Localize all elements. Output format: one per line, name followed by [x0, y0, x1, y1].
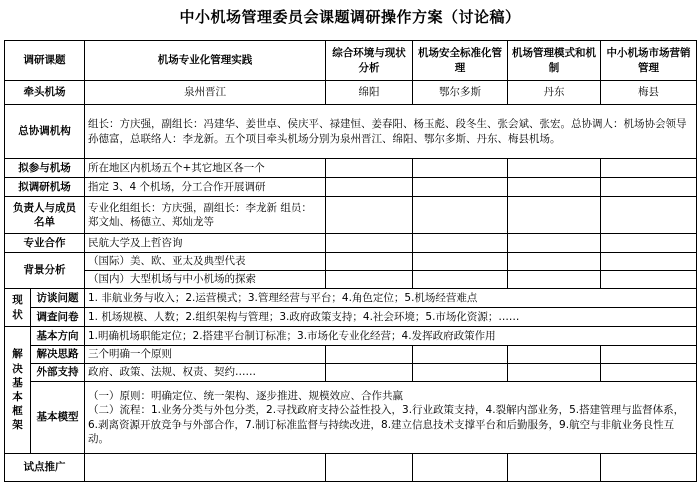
- planned-label: 拟调研机场: [5, 178, 85, 197]
- framework-group-text: 解决基本框架: [12, 348, 23, 432]
- planned-empty-2: [413, 178, 508, 197]
- lead-airport-3: 鄂尔多斯: [413, 81, 508, 105]
- partner-empty-4: [601, 234, 697, 253]
- pilot-empty-4: [601, 454, 697, 482]
- external-empty-1: [326, 364, 413, 382]
- background-empty-5: [326, 271, 413, 289]
- background-row-1: [5, 253, 697, 271]
- background-empty-6: [413, 271, 508, 289]
- participants-empty-2: [413, 159, 508, 178]
- interview-text: 1. 非航业务与收入；2.运营模式；3.管理经营与平台；4.角色定位；5.机场经营难点: [85, 289, 697, 308]
- header-row: [5, 41, 697, 81]
- owners-row: [5, 197, 697, 234]
- lead-airport-label: 牵头机场: [5, 81, 85, 105]
- participants-row: [5, 159, 697, 178]
- partner-empty-1: [326, 234, 413, 253]
- background-row-2: [5, 271, 697, 289]
- model-label: 基本模型: [31, 382, 85, 454]
- background-empty-3: [508, 253, 601, 271]
- approach-empty-2: [413, 346, 508, 364]
- lead-airport-2: 绵阳: [326, 81, 413, 105]
- partner-text: 民航大学及上哲咨询: [85, 234, 326, 253]
- approach-label: 解决思路: [31, 346, 85, 364]
- owners-label: 负责人与成员名单: [5, 197, 85, 234]
- approach-row: [5, 346, 697, 364]
- participants-empty-1: [326, 159, 413, 178]
- partner-label: 专业合作: [5, 234, 85, 253]
- planned-empty-3: [508, 178, 601, 197]
- lead-airport-5: 梅县: [601, 81, 697, 105]
- approach-text: 三个明确一个原则: [85, 346, 326, 364]
- participants-empty-4: [601, 159, 697, 178]
- external-empty-2: [413, 364, 508, 382]
- header-management-model: 机场管理模式和机制: [508, 41, 601, 81]
- framework-group-label: [5, 327, 31, 454]
- pilot-label: 试点推广: [5, 454, 85, 482]
- pilot-empty-1: [326, 454, 413, 482]
- owners-empty-4: [601, 197, 697, 234]
- participants-text: 所在地区内机场五个+其它地区各一个: [85, 159, 326, 178]
- owners-empty-1: [326, 197, 413, 234]
- survey-text: 1. 机场规模、人数；2.组织架构与管理；3.政府政策支持；4.社会环境；5.市场化资源；……: [85, 308, 697, 327]
- direction-row: [5, 327, 697, 346]
- participants-empty-3: [508, 159, 601, 178]
- partner-empty-3: [508, 234, 601, 253]
- header-marketing: 中小机场市场营销管理: [601, 41, 697, 81]
- pilot-row: [5, 454, 697, 482]
- approach-empty-1: [326, 346, 413, 364]
- model-content: [85, 382, 697, 454]
- background-empty-2: [413, 253, 508, 271]
- owners-text: 专业化组组长：方庆强，副组长：李龙新 组员：郑文灿、杨德立、郑灿龙等: [85, 197, 326, 234]
- external-empty-4: [601, 364, 697, 382]
- partner-empty-2: [413, 234, 508, 253]
- model-principle: （一）原则：明确定位、统一架构、逐步推进、规模效应、合作共赢: [88, 390, 403, 403]
- model-process: （二）流程：1.业务分类与外包分类，2.寻找政府支持公益性投入，3.行业政策支持，4.裂解内部业务，5.搭建管理与监督体系，6.剥离资源开放竞争与外部合作，7.制订标准监督与持续改进，8.建立信息技术支撑平台和后勤服务，9.航空与非航业务良性互动。: [88, 404, 685, 445]
- background-empty-4: [601, 253, 697, 271]
- lead-airport-row: [5, 81, 697, 105]
- owners-empty-2: [413, 197, 508, 234]
- header-safety: 机场安全标准化管理: [413, 41, 508, 81]
- approach-empty-4: [601, 346, 697, 364]
- planned-empty-4: [601, 178, 697, 197]
- background-empty-8: [601, 271, 697, 289]
- planned-empty-1: [326, 178, 413, 197]
- pilot-text: [85, 454, 326, 482]
- background-domestic: （国内）大型机场与中小机场的探索: [85, 271, 326, 289]
- partner-row: [5, 234, 697, 253]
- background-empty-7: [508, 271, 601, 289]
- external-label: 外部支持: [31, 364, 85, 382]
- coord-org-label: 总协调机构: [5, 105, 85, 159]
- participants-label: 拟参与机场: [5, 159, 85, 178]
- survey-label: 调查问卷: [31, 308, 85, 327]
- background-intl: （国际）美、欧、亚太及典型代表: [85, 253, 326, 271]
- planned-text: 指定 3、4 个机场，分工合作开展调研: [85, 178, 326, 197]
- model-row: [5, 382, 697, 454]
- header-specialization: 机场专业化管理实践: [85, 41, 326, 81]
- header-environment: 综合环境与现状分析: [326, 41, 413, 81]
- planned-row: [5, 178, 697, 197]
- direction-label: 基本方向: [31, 327, 85, 346]
- plan-table: [4, 40, 697, 482]
- background-label: 背景分析: [5, 253, 85, 289]
- header-topic: 调研课题: [5, 41, 85, 81]
- owners-empty-3: [508, 197, 601, 234]
- interview-row: [5, 289, 697, 308]
- page-title: 中小机场管理委员会课题调研操作方案（讨论稿）: [179, 8, 521, 26]
- direction-text: 1.明确机场职能定位；2.搭建平台制订标准；3.市场化专业化经营；4.发挥政府政策作用: [85, 327, 697, 346]
- lead-airport-1: 泉州晋江: [85, 81, 326, 105]
- external-empty-3: [508, 364, 601, 382]
- status-group-text: 现状: [12, 294, 23, 321]
- external-text: 政府、政策、法规、权责、契约……: [85, 364, 326, 382]
- pilot-empty-2: [413, 454, 508, 482]
- lead-airport-4: 丹东: [508, 81, 601, 105]
- approach-empty-3: [508, 346, 601, 364]
- coord-org-row: [5, 105, 697, 159]
- status-group-label: [5, 289, 31, 327]
- pilot-empty-3: [508, 454, 601, 482]
- coord-org-text: 组长：方庆强，副组长：冯建华、姜世卓、侯庆平、禄建恒、姜春阳、杨玉彪、段冬生、张会斌、张宏。总协调人：机场协会领导孙德富，总联络人：李龙新。五个项目牵头机场分别为泉州晋江、绵阳、鄂尔多斯、丹东、梅县机场。: [85, 105, 697, 159]
- external-row: [5, 364, 697, 382]
- background-empty-1: [326, 253, 413, 271]
- interview-label: 访谈问题: [31, 289, 85, 308]
- survey-row: [5, 308, 697, 327]
